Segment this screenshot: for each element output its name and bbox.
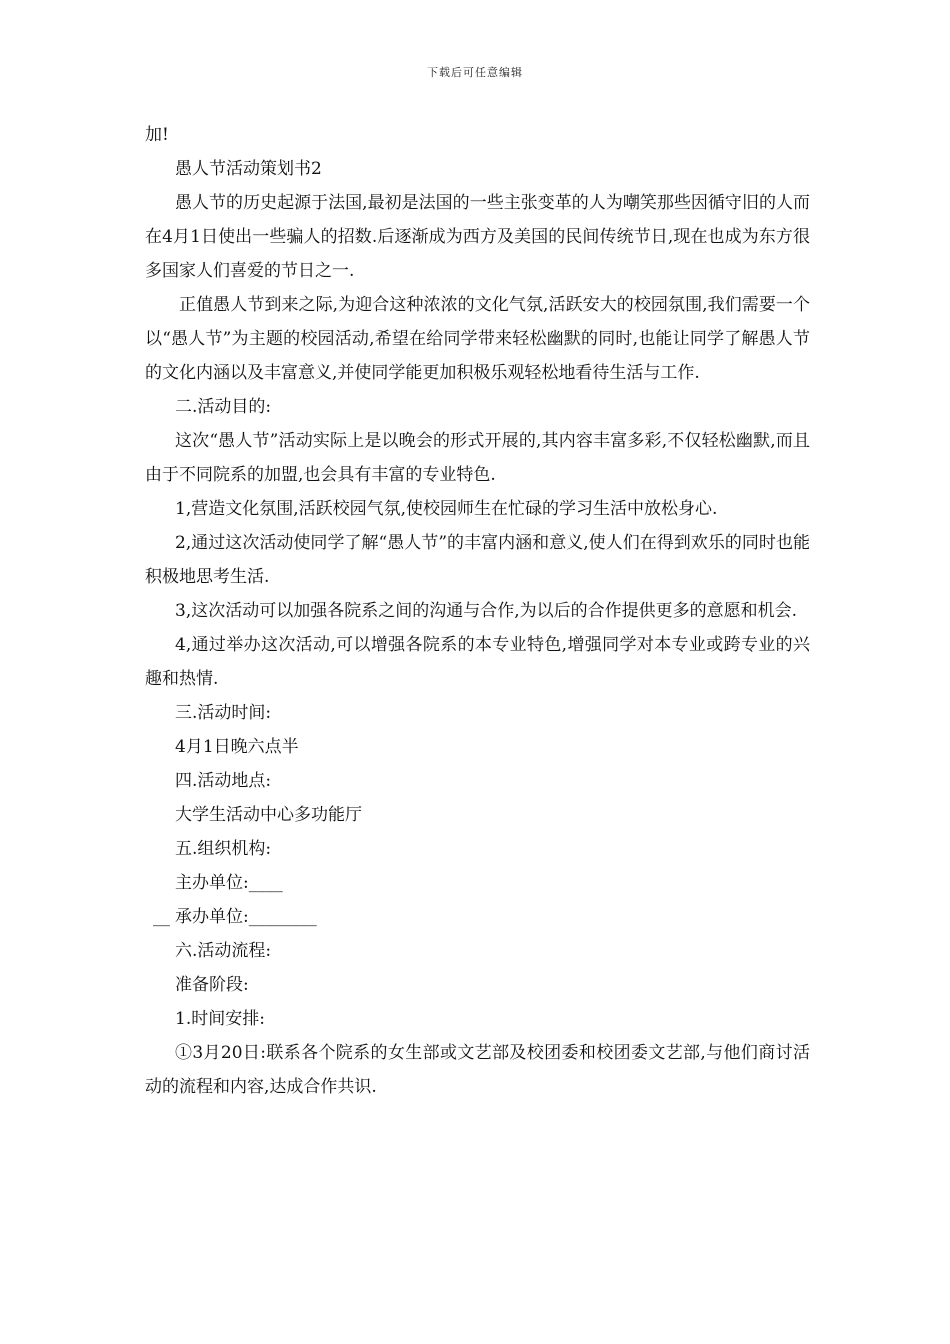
list-item-purpose-2: 2,通过这次活动使同学了解“愚人节”的丰富内涵和意义,使人们在得到欢乐的同时也能积极地思考生活. xyxy=(145,533,810,587)
section-heading-time: 三.活动时间: xyxy=(175,703,272,723)
page-header: 下载后可任意编辑 xyxy=(427,66,523,79)
list-item-purpose-3: 3,这次活动可以加强各院系之间的沟通与合作,为以后的合作提供更多的意愿和机会. xyxy=(175,601,798,621)
organizer-line: 主办单位:____ xyxy=(175,873,283,893)
schedule-item-1: ①3月20日:联系各个院系的女生部或文艺部及校团委和校团委文艺部,与他们商讨活动的流程和内容,达成合作共识. xyxy=(145,1043,810,1097)
subheading-preparation: 准备阶段: xyxy=(175,975,249,995)
document-body xyxy=(145,118,810,1104)
section-heading-organization: 五.组织机构: xyxy=(175,839,272,859)
document-title: 愚人节活动策划书2 xyxy=(175,159,322,179)
section-heading-location: 四.活动地点: xyxy=(175,771,272,791)
co-organizer-line xyxy=(145,900,810,934)
paragraph-intro: 正值愚人节到来之际,为迎合这种浓浓的文化气氛,活跃安大的校园氛围,我们需要一个以“愚人节”为主题的校园活动,希望在给同学带来轻松幽默的同时,也能让同学了解愚人节的文化内涵以及丰富意义,并使同学能更加积极乐观轻松地看待生活与工作. xyxy=(145,295,810,383)
paragraph-purpose: 这次“愚人节”活动实际上是以晚会的形式开展的,其内容丰富多彩,不仅轻松幽默,而且由于不同院系的加盟,也会具有丰富的专业特色. xyxy=(145,431,810,485)
paragraph-history: 愚人节的历史起源于法国,最初是法国的一些主张变革的人为嘲笑那些因循守旧的人而在4月1日使出一些骗人的招数.后逐渐成为西方及美国的民间传统节日,现在也成为东方很多国家人们喜爱的节日之一. xyxy=(145,193,810,281)
paragraph-continuation: 加! xyxy=(145,125,169,145)
section-heading-process: 六.活动流程: xyxy=(175,941,272,961)
list-item-purpose-4: 4,通过举办这次活动,可以增强各院系的本专业特色,增强同学对本专业或跨专业的兴趣和热情. xyxy=(145,635,810,689)
section-heading-purpose: 二.活动目的: xyxy=(175,397,272,417)
event-time: 4月1日晚六点半 xyxy=(175,737,299,757)
event-location: 大学生活动中心多功能厅 xyxy=(175,805,362,825)
co-organizer-label: 承办单位:________ xyxy=(175,907,317,927)
list-item-purpose-1: 1,营造文化氛围,活跃校园气氛,使校园师生在忙碌的学习生活中放松身心. xyxy=(175,499,718,519)
subheading-schedule: 1.时间安排: xyxy=(175,1009,265,1029)
blank-underline: __ xyxy=(153,907,170,927)
